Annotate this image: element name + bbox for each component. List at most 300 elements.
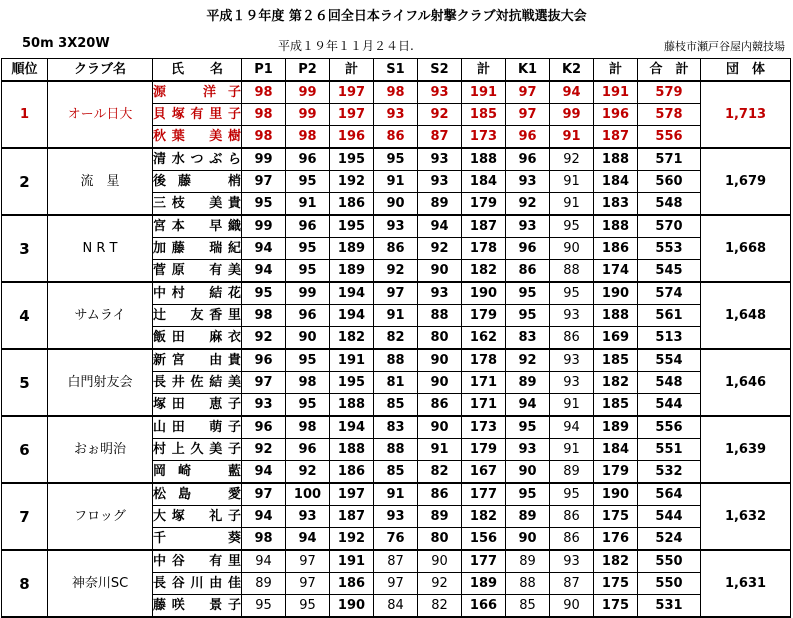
- score-s-total: 188: [462, 148, 506, 171]
- score-k1: 93: [506, 215, 550, 238]
- score-p-total: 186: [330, 193, 374, 216]
- shooter-name: 大塚 礼子: [153, 506, 242, 528]
- score-p-total: 188: [330, 394, 374, 417]
- team-rank: 6: [2, 416, 48, 483]
- col-s-total: 計: [462, 59, 506, 82]
- score-s1: 82: [374, 327, 418, 350]
- score-s2: 82: [418, 461, 462, 484]
- score-k1: 95: [506, 305, 550, 327]
- score-s-total: 191: [462, 81, 506, 104]
- score-k-total: 185: [594, 394, 638, 417]
- score-k2: 86: [550, 327, 594, 350]
- score-s2: 90: [418, 372, 462, 394]
- score-p1: 95: [242, 193, 286, 216]
- score-p1: 95: [242, 282, 286, 305]
- score-s-total: 184: [462, 171, 506, 193]
- score-s-total: 167: [462, 461, 506, 484]
- table-row: [2, 215, 791, 238]
- col-k2: K2: [550, 59, 594, 82]
- team-group: [2, 148, 791, 215]
- score-s-total: 182: [462, 506, 506, 528]
- score-p1: 97: [242, 372, 286, 394]
- score-k-total: 187: [594, 126, 638, 149]
- team-rank: 7: [2, 483, 48, 550]
- score-s-total: 156: [462, 528, 506, 551]
- score-k2: 91: [550, 171, 594, 193]
- score-total: 548: [638, 372, 701, 394]
- team-group: [2, 215, 791, 282]
- score-k2: 93: [550, 550, 594, 573]
- score-s-total: 182: [462, 260, 506, 283]
- score-p2: 96: [286, 148, 330, 171]
- shooter-name: 菅原 有美: [153, 260, 242, 283]
- score-k1: 93: [506, 171, 550, 193]
- score-p2: 96: [286, 305, 330, 327]
- score-k-total: 182: [594, 550, 638, 573]
- score-s-total: 162: [462, 327, 506, 350]
- score-k1: 96: [506, 238, 550, 260]
- score-p-total: 191: [330, 349, 374, 372]
- score-k1: 89: [506, 372, 550, 394]
- shooter-name: 飯田 麻衣: [153, 327, 242, 350]
- score-s1: 84: [374, 595, 418, 618]
- score-p2: 95: [286, 260, 330, 283]
- score-k2: 87: [550, 573, 594, 595]
- team-group: [2, 282, 791, 349]
- score-p1: 98: [242, 81, 286, 104]
- score-total: 556: [638, 126, 701, 149]
- score-p-total: 186: [330, 461, 374, 484]
- score-s1: 95: [374, 148, 418, 171]
- score-p1: 93: [242, 394, 286, 417]
- score-p1: 98: [242, 126, 286, 149]
- score-s-total: 173: [462, 126, 506, 149]
- team-rank: 1: [2, 81, 48, 148]
- table-row: [2, 349, 791, 372]
- score-s1: 92: [374, 260, 418, 283]
- score-k2: 91: [550, 126, 594, 149]
- table-row: [2, 148, 791, 171]
- shooter-name: 村上久美子: [153, 439, 242, 461]
- score-s-total: 177: [462, 483, 506, 506]
- score-p-total: 196: [330, 126, 374, 149]
- score-total: 561: [638, 305, 701, 327]
- score-p2: 96: [286, 439, 330, 461]
- score-k2: 89: [550, 461, 594, 484]
- score-s1: 91: [374, 305, 418, 327]
- score-p1: 94: [242, 461, 286, 484]
- score-k2: 99: [550, 104, 594, 126]
- score-s1: 86: [374, 238, 418, 260]
- shooter-name: 後藤 梢: [153, 171, 242, 193]
- shooter-name: 清水つぶら: [153, 148, 242, 171]
- score-k1: 90: [506, 461, 550, 484]
- event-venue: 藤枝市瀬戸谷屋内競技場: [664, 40, 785, 53]
- score-k1: 92: [506, 193, 550, 216]
- col-p2: P2: [286, 59, 330, 82]
- club-name: サムライ: [48, 282, 153, 349]
- score-k-total: 186: [594, 238, 638, 260]
- score-s1: 90: [374, 193, 418, 216]
- score-k-total: 184: [594, 171, 638, 193]
- score-s2: 80: [418, 327, 462, 350]
- score-k2: 86: [550, 506, 594, 528]
- col-s1: S1: [374, 59, 418, 82]
- score-s1: 88: [374, 439, 418, 461]
- score-p-total: 188: [330, 439, 374, 461]
- shooter-name: 松島 愛: [153, 483, 242, 506]
- score-p1: 96: [242, 349, 286, 372]
- score-s1: 86: [374, 126, 418, 149]
- score-total: 544: [638, 394, 701, 417]
- score-p2: 98: [286, 372, 330, 394]
- shooter-name: 中村 結花: [153, 282, 242, 305]
- team-total: 1,713: [701, 81, 791, 148]
- score-total: 545: [638, 260, 701, 283]
- table-row: [2, 282, 791, 305]
- score-s2: 91: [418, 439, 462, 461]
- score-s1: 91: [374, 171, 418, 193]
- score-s2: 82: [418, 595, 462, 618]
- score-p2: 98: [286, 416, 330, 439]
- score-total: 524: [638, 528, 701, 551]
- score-p-total: 194: [330, 282, 374, 305]
- club-name: 流 星: [48, 148, 153, 215]
- score-k1: 97: [506, 104, 550, 126]
- team-group: [2, 483, 791, 550]
- score-k2: 93: [550, 349, 594, 372]
- score-k2: 91: [550, 439, 594, 461]
- score-s-total: 179: [462, 305, 506, 327]
- score-k-total: 191: [594, 81, 638, 104]
- club-name: フロッグ: [48, 483, 153, 550]
- club-name: N R T: [48, 215, 153, 282]
- score-s2: 93: [418, 81, 462, 104]
- score-p-total: 192: [330, 171, 374, 193]
- score-k-total: 174: [594, 260, 638, 283]
- score-k-total: 190: [594, 483, 638, 506]
- score-k2: 91: [550, 394, 594, 417]
- col-k1: K1: [506, 59, 550, 82]
- score-p-total: 195: [330, 372, 374, 394]
- score-k-total: 189: [594, 416, 638, 439]
- score-s2: 89: [418, 506, 462, 528]
- score-p1: 99: [242, 215, 286, 238]
- score-k1: 83: [506, 327, 550, 350]
- table-row: [2, 81, 791, 104]
- score-s1: 87: [374, 550, 418, 573]
- score-k1: 96: [506, 148, 550, 171]
- score-total: 544: [638, 506, 701, 528]
- score-p1: 94: [242, 506, 286, 528]
- score-p2: 95: [286, 171, 330, 193]
- score-s1: 97: [374, 573, 418, 595]
- score-k1: 89: [506, 506, 550, 528]
- score-total: 553: [638, 238, 701, 260]
- score-s-total: 166: [462, 595, 506, 618]
- score-total: 550: [638, 573, 701, 595]
- score-k1: 94: [506, 394, 550, 417]
- shooter-name: 千 葵: [153, 528, 242, 551]
- score-k2: 91: [550, 193, 594, 216]
- score-k-total: 188: [594, 215, 638, 238]
- score-k1: 95: [506, 483, 550, 506]
- shooter-name: 秋葉 美樹: [153, 126, 242, 149]
- score-s-total: 190: [462, 282, 506, 305]
- team-total: 1,679: [701, 148, 791, 215]
- score-k-total: 190: [594, 282, 638, 305]
- score-p2: 100: [286, 483, 330, 506]
- score-s2: 80: [418, 528, 462, 551]
- score-k2: 93: [550, 305, 594, 327]
- score-s1: 83: [374, 416, 418, 439]
- shooter-name: 藤咲 景子: [153, 595, 242, 618]
- score-k-total: 182: [594, 372, 638, 394]
- score-s1: 88: [374, 349, 418, 372]
- club-name: 神奈川SC: [48, 550, 153, 617]
- team-group: [2, 550, 791, 617]
- score-s2: 86: [418, 394, 462, 417]
- score-p2: 97: [286, 573, 330, 595]
- score-p1: 98: [242, 104, 286, 126]
- score-p-total: 186: [330, 573, 374, 595]
- score-s2: 93: [418, 282, 462, 305]
- shooter-name: 山田 萌子: [153, 416, 242, 439]
- score-s1: 76: [374, 528, 418, 551]
- score-k1: 88: [506, 573, 550, 595]
- score-k2: 95: [550, 483, 594, 506]
- score-s1: 97: [374, 282, 418, 305]
- score-total: 578: [638, 104, 701, 126]
- score-p2: 92: [286, 461, 330, 484]
- score-p2: 95: [286, 394, 330, 417]
- shooter-name: 長谷川由佳: [153, 573, 242, 595]
- score-s2: 90: [418, 260, 462, 283]
- score-p1: 96: [242, 416, 286, 439]
- col-name: 氏 名: [153, 59, 242, 82]
- table-row: [2, 416, 791, 439]
- shooter-name: 岡崎 藍: [153, 461, 242, 484]
- col-p-total: 計: [330, 59, 374, 82]
- score-k2: 90: [550, 595, 594, 618]
- score-p-total: 187: [330, 506, 374, 528]
- score-p1: 92: [242, 439, 286, 461]
- score-p1: 89: [242, 573, 286, 595]
- team-total: 1,631: [701, 550, 791, 617]
- shooter-name: 中谷 有里: [153, 550, 242, 573]
- score-k2: 95: [550, 215, 594, 238]
- score-s2: 90: [418, 416, 462, 439]
- score-s2: 92: [418, 104, 462, 126]
- page-title: 平成１９年度 第２６回全日本ライフル射撃クラブ対抗戦選抜大会: [206, 9, 587, 24]
- score-total: 574: [638, 282, 701, 305]
- score-total: 570: [638, 215, 701, 238]
- score-p2: 95: [286, 595, 330, 618]
- score-s2: 86: [418, 483, 462, 506]
- score-s1: 93: [374, 506, 418, 528]
- score-p-total: 192: [330, 528, 374, 551]
- score-s2: 87: [418, 126, 462, 149]
- score-total: 560: [638, 171, 701, 193]
- score-s1: 81: [374, 372, 418, 394]
- results-header: [0, 0, 793, 58]
- score-k2: 86: [550, 528, 594, 551]
- score-p1: 97: [242, 171, 286, 193]
- score-s2: 93: [418, 171, 462, 193]
- team-rank: 4: [2, 282, 48, 349]
- score-k1: 90: [506, 528, 550, 551]
- shooter-name: 塚田 恵子: [153, 394, 242, 417]
- score-p2: 97: [286, 550, 330, 573]
- score-k1: 96: [506, 126, 550, 149]
- col-rank: 順位: [2, 59, 48, 82]
- score-p-total: 195: [330, 148, 374, 171]
- score-p2: 99: [286, 104, 330, 126]
- table-row: [2, 483, 791, 506]
- score-p-total: 191: [330, 550, 374, 573]
- score-p2: 95: [286, 349, 330, 372]
- score-k1: 95: [506, 282, 550, 305]
- club-name: オール日大: [48, 81, 153, 148]
- score-s1: 91: [374, 483, 418, 506]
- team-total: 1,668: [701, 215, 791, 282]
- score-total: 556: [638, 416, 701, 439]
- score-p1: 98: [242, 305, 286, 327]
- score-p-total: 197: [330, 104, 374, 126]
- shooter-name: 貝塚有里子: [153, 104, 242, 126]
- score-k1: 93: [506, 439, 550, 461]
- score-s2: 93: [418, 148, 462, 171]
- shooter-name: 辻 友香里: [153, 305, 242, 327]
- header-row: [2, 59, 791, 82]
- score-s2: 92: [418, 573, 462, 595]
- team-total: 1,648: [701, 282, 791, 349]
- team-rank: 8: [2, 550, 48, 617]
- score-s-total: 179: [462, 193, 506, 216]
- team-group: [2, 416, 791, 483]
- score-k-total: 169: [594, 327, 638, 350]
- score-p-total: 194: [330, 416, 374, 439]
- score-p1: 98: [242, 528, 286, 551]
- score-total: 564: [638, 483, 701, 506]
- score-s1: 85: [374, 394, 418, 417]
- score-s-total: 178: [462, 238, 506, 260]
- score-total: 551: [638, 439, 701, 461]
- score-s-total: 185: [462, 104, 506, 126]
- score-k-total: 176: [594, 528, 638, 551]
- event-date: 平成１９年１１月２４日.: [278, 39, 414, 53]
- shooter-name: 長井佐結美: [153, 372, 242, 394]
- score-s-total: 177: [462, 550, 506, 573]
- score-total: 579: [638, 81, 701, 104]
- score-s2: 90: [418, 349, 462, 372]
- club-name: おぉ明治: [48, 416, 153, 483]
- table-row: [2, 550, 791, 573]
- score-p-total: 189: [330, 260, 374, 283]
- score-total: 554: [638, 349, 701, 372]
- score-p2: 96: [286, 215, 330, 238]
- score-total: 548: [638, 193, 701, 216]
- score-s2: 92: [418, 238, 462, 260]
- team-total: 1,646: [701, 349, 791, 416]
- score-s-total: 187: [462, 215, 506, 238]
- team-total: 1,639: [701, 416, 791, 483]
- score-k-total: 179: [594, 461, 638, 484]
- shooter-name: 加藤 瑞紀: [153, 238, 242, 260]
- score-k-total: 175: [594, 595, 638, 618]
- score-s2: 90: [418, 550, 462, 573]
- score-k2: 93: [550, 372, 594, 394]
- score-k-total: 183: [594, 193, 638, 216]
- score-k2: 92: [550, 148, 594, 171]
- score-k-total: 175: [594, 573, 638, 595]
- score-k2: 95: [550, 282, 594, 305]
- score-total: 532: [638, 461, 701, 484]
- score-k2: 90: [550, 238, 594, 260]
- score-p2: 91: [286, 193, 330, 216]
- score-s1: 98: [374, 81, 418, 104]
- score-k-total: 184: [594, 439, 638, 461]
- score-k-total: 188: [594, 148, 638, 171]
- score-p-total: 195: [330, 215, 374, 238]
- col-s2: S2: [418, 59, 462, 82]
- team-rank: 3: [2, 215, 48, 282]
- score-p2: 99: [286, 282, 330, 305]
- col-k-total: 計: [594, 59, 638, 82]
- score-k1: 86: [506, 260, 550, 283]
- score-s2: 89: [418, 193, 462, 216]
- score-k1: 92: [506, 349, 550, 372]
- score-p2: 94: [286, 528, 330, 551]
- shooter-name: 宮本 早織: [153, 215, 242, 238]
- score-total: 531: [638, 595, 701, 618]
- team-group: [2, 349, 791, 416]
- score-s1: 93: [374, 104, 418, 126]
- score-p2: 99: [286, 81, 330, 104]
- shooter-name: 三枝 美貴: [153, 193, 242, 216]
- team-rank: 2: [2, 148, 48, 215]
- score-p2: 95: [286, 238, 330, 260]
- club-name: 白門射友会: [48, 349, 153, 416]
- score-s-total: 189: [462, 573, 506, 595]
- score-p2: 90: [286, 327, 330, 350]
- score-p1: 94: [242, 260, 286, 283]
- score-s-total: 178: [462, 349, 506, 372]
- score-s2: 88: [418, 305, 462, 327]
- score-p-total: 194: [330, 305, 374, 327]
- event-label: 50m 3X20W: [22, 36, 110, 51]
- score-p-total: 190: [330, 595, 374, 618]
- team-total: 1,632: [701, 483, 791, 550]
- score-total: 571: [638, 148, 701, 171]
- results-table: [1, 58, 791, 618]
- score-total: 513: [638, 327, 701, 350]
- score-p1: 94: [242, 238, 286, 260]
- score-k-total: 196: [594, 104, 638, 126]
- score-s-total: 171: [462, 372, 506, 394]
- score-p1: 95: [242, 595, 286, 618]
- col-club: クラブ名: [48, 59, 153, 82]
- score-p1: 92: [242, 327, 286, 350]
- score-p2: 93: [286, 506, 330, 528]
- team-group: [2, 81, 791, 148]
- score-s-total: 171: [462, 394, 506, 417]
- score-s-total: 179: [462, 439, 506, 461]
- score-k-total: 188: [594, 305, 638, 327]
- score-p-total: 182: [330, 327, 374, 350]
- score-k1: 95: [506, 416, 550, 439]
- score-k1: 97: [506, 81, 550, 104]
